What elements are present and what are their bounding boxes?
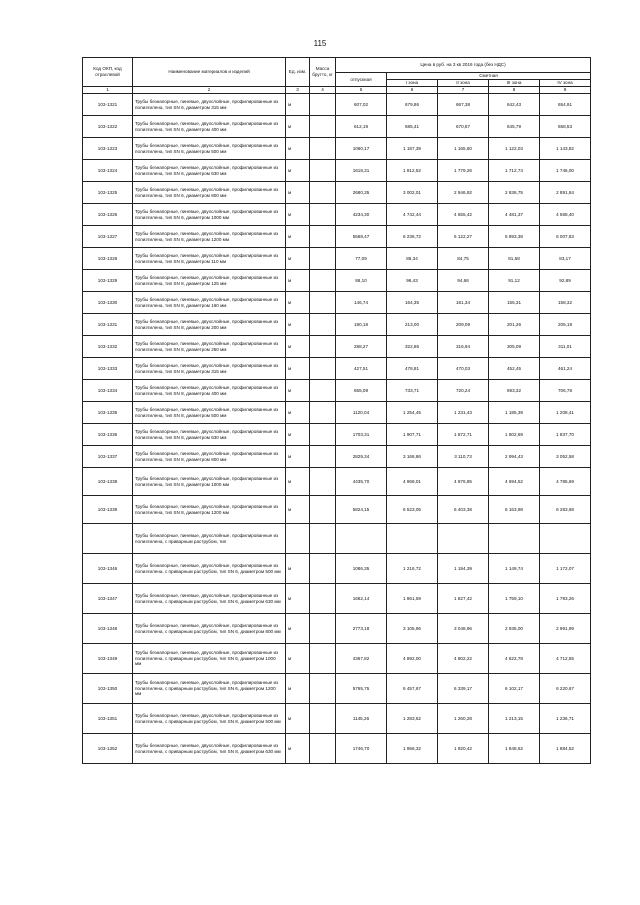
cell-zone-1-price: 3 168,86 <box>387 446 438 468</box>
cell-mass <box>310 704 336 734</box>
cell-code: 103-1336 <box>83 424 133 446</box>
cell-mass <box>310 614 336 644</box>
cell-release-price: 612,19 <box>336 116 387 138</box>
cell-unit: м <box>286 674 310 704</box>
table-row <box>83 182 591 204</box>
cell-release-price: 1703,31 <box>336 424 387 446</box>
cell-unit: м <box>286 446 310 468</box>
cell-zone-4-price: 1 746,00 <box>540 160 591 182</box>
cell-zone-2-price: 94,66 <box>438 270 489 292</box>
cell-mass <box>310 446 336 468</box>
cell-zone-1-price: 733,71 <box>387 380 438 402</box>
cell-name: Трубы безнапорные, пиневые, двухслойные, профилированные из полиэтилена, с приварным раструбом, тип <box>133 524 286 554</box>
cell-zone-3-price: 1 848,62 <box>489 734 540 764</box>
cell-unit: м <box>286 584 310 614</box>
cell-release-price: 2773,18 <box>336 614 387 644</box>
table-row <box>83 116 591 138</box>
cell-name: Трубы безнапорные, пиневые, двухслойные, профилированные из полиэтилена, тип SN 8, диаметром 250 мм <box>133 336 286 358</box>
cell-zone-2-price: 720,24 <box>438 380 489 402</box>
table-body <box>83 94 591 764</box>
cell-zone-4-price: 2 891,84 <box>540 182 591 204</box>
cell-unit: м <box>286 496 310 524</box>
cell-zone-4-price: 4 785,69 <box>540 468 591 496</box>
cell-zone-2-price: 316,94 <box>438 336 489 358</box>
table-row <box>83 336 591 358</box>
cell-code: 103-1330 <box>83 292 133 314</box>
price-table <box>82 57 591 764</box>
cell-zone-4-price: 2 991,99 <box>540 614 591 644</box>
cell-zone-3-price: 91,12 <box>489 270 540 292</box>
cell-name: Трубы безнапорные, пиневые, двухслойные, профилированные из полиэтилена, с приварным раструбом, тип SN 8, диаметром 630 мм <box>133 734 286 764</box>
cell-zone-3-price: 4 622,78 <box>489 644 540 674</box>
cell-zone-4-price: 706,78 <box>540 380 591 402</box>
cell-zone-3-price: 1 712,74 <box>489 160 540 182</box>
cell-zone-1-price: 1 812,52 <box>387 160 438 182</box>
cell-zone-4-price <box>540 524 591 554</box>
cell-mass <box>310 204 336 226</box>
cell-zone-3-price: 2 935,00 <box>489 614 540 644</box>
cell-mass <box>310 336 336 358</box>
cell-zone-1-price: 322,86 <box>387 336 438 358</box>
cell-unit: м <box>286 468 310 496</box>
cell-zone-3-price: 645,79 <box>489 116 540 138</box>
cell-zone-2-price <box>438 524 489 554</box>
cell-zone-4-price: 658,53 <box>540 116 591 138</box>
cell-zone-2-price: 209,09 <box>438 314 489 336</box>
table-row <box>83 446 591 468</box>
cell-unit: м <box>286 644 310 674</box>
cell-zone-3-price: 81,58 <box>489 248 540 270</box>
cell-zone-1-price: 3 105,96 <box>387 614 438 644</box>
cell-name: Трубы безнапорные, пиневые, двухслойные, профилированные из полиэтилена, тип SN 6, диаметром 630 мм <box>133 160 286 182</box>
cell-mass <box>310 402 336 424</box>
cell-code <box>83 524 133 554</box>
cell-code: 103-1335 <box>83 402 133 424</box>
cell-zone-3-price: 1 149,74 <box>489 554 540 584</box>
cell-unit: м <box>286 314 310 336</box>
cell-zone-3-price: 201,26 <box>489 314 540 336</box>
cell-zone-1-price: 6 236,72 <box>387 226 438 248</box>
header-zone-1: I зона <box>387 80 438 87</box>
column-number: 9 <box>540 87 591 94</box>
cell-code: 103-1323 <box>83 138 133 160</box>
cell-zone-3-price: 4 694,52 <box>489 468 540 496</box>
cell-zone-4-price: 1 172,07 <box>540 554 591 584</box>
cell-zone-2-price: 1 231,43 <box>438 402 489 424</box>
cell-zone-2-price: 1 165,60 <box>438 138 489 160</box>
cell-name: Трубы безнапорные, пиневые, двухслойные, профилированные из полиэтилена, тип SN 8, диаметром 1200 мм <box>133 496 286 524</box>
cell-name: Трубы безнапорные, пиневые, двухслойные, профилированные из полиэтилена, с приварным раструбом, тип SN 8, диаметром 500 мм <box>133 704 286 734</box>
cell-zone-3-price <box>489 524 540 554</box>
cell-unit: м <box>286 402 310 424</box>
cell-zone-1-price: 96,43 <box>387 270 438 292</box>
cell-zone-3-price: 5 893,38 <box>489 226 540 248</box>
header-code: Код ОКП, код отраслевой <box>83 58 133 87</box>
table-row <box>83 204 591 226</box>
cell-code: 103-1334 <box>83 380 133 402</box>
table-row <box>83 704 591 734</box>
table-row <box>83 160 591 182</box>
cell-zone-4-price: 1 208,41 <box>540 402 591 424</box>
cell-unit: м <box>286 248 310 270</box>
cell-mass <box>310 182 336 204</box>
cell-name: Трубы безнапорные, пиневые, двухслойные, профилированные из полиэтилена, тип SN 6, диаметром 315 мм <box>133 94 286 116</box>
cell-zone-1-price: 4 968,01 <box>387 468 438 496</box>
cell-release-price: 146,74 <box>336 292 387 314</box>
cell-zone-4-price: 1 793,26 <box>540 584 591 614</box>
cell-mass <box>310 644 336 674</box>
cell-unit: м <box>286 182 310 204</box>
cell-zone-2-price: 6 339,17 <box>438 674 489 704</box>
cell-zone-1-price: 1 861,59 <box>387 584 438 614</box>
cell-release-price: 1145,26 <box>336 704 387 734</box>
cell-name: Трубы безнапорные, пиневые, двухслойные, профилированные из полиэтилена, с приварным раструбом, тип SN 6, диаметром 500 мм <box>133 554 286 584</box>
cell-name: Трубы безнапорные, пиневые, двухслойные, профилированные из полиэтилена, тип SN 6, диаметром 400 мм <box>133 116 286 138</box>
cell-unit: м <box>286 734 310 764</box>
cell-mass <box>310 584 336 614</box>
header-zone-4: IV зона <box>540 80 591 87</box>
cell-unit: м <box>286 138 310 160</box>
cell-zone-1-price: 679,86 <box>387 94 438 116</box>
cell-release-price: 5568,47 <box>336 226 387 248</box>
cell-release-price: 1120,04 <box>336 402 387 424</box>
header-unit: Ед. изм. <box>286 58 310 87</box>
cell-zone-4-price: 654,91 <box>540 94 591 116</box>
cell-unit: м <box>286 336 310 358</box>
cell-code: 103-1337 <box>83 446 133 468</box>
cell-release-price: 2829,34 <box>336 446 387 468</box>
cell-zone-2-price: 4 876,85 <box>438 468 489 496</box>
cell-release-price: 4234,30 <box>336 204 387 226</box>
cell-code: 103-1326 <box>83 204 133 226</box>
cell-name: Трубы безнапорные, пиневые, двухслойные, профилированные из полиэтилена, тип SN 6, диаметром 500 мм <box>133 138 286 160</box>
table-row <box>83 358 591 380</box>
cell-zone-1-price: 3 002,01 <box>387 182 438 204</box>
cell-mass <box>310 468 336 496</box>
cell-zone-3-price: 2 994,43 <box>489 446 540 468</box>
header-name: Наименование материалов и изделий <box>133 58 286 87</box>
cell-zone-4-price: 1 837,70 <box>540 424 591 446</box>
cell-unit: м <box>286 704 310 734</box>
cell-zone-2-price: 6 122,27 <box>438 226 489 248</box>
cell-release-price: 77,09 <box>336 248 387 270</box>
table-row <box>83 644 591 674</box>
cell-zone-3-price: 1 185,39 <box>489 402 540 424</box>
page-number: 115 <box>313 39 327 48</box>
cell-zone-2-price: 161,34 <box>438 292 489 314</box>
cell-release-price: 1618,31 <box>336 160 387 182</box>
cell-zone-3-price: 6 102,17 <box>489 674 540 704</box>
cell-code: 103-1338 <box>83 468 133 496</box>
cell-mass <box>310 226 336 248</box>
table-row <box>83 524 591 554</box>
cell-code: 103-1347 <box>83 584 133 614</box>
cell-zone-4-price: 92,89 <box>540 270 591 292</box>
cell-name: Трубы безнапорные, пиневые, двухслойные, профилированные из полиэтилена, тип SN 6, диаметром 1000 мм <box>133 204 286 226</box>
cell-mass <box>310 270 336 292</box>
cell-unit: м <box>286 116 310 138</box>
cell-zone-4-price: 6 283,68 <box>540 496 591 524</box>
cell-zone-3-price: 693,32 <box>489 380 540 402</box>
cell-zone-1-price: 4 742,44 <box>387 204 438 226</box>
cell-release-price: 427,51 <box>336 358 387 380</box>
cell-zone-4-price: 4 712,55 <box>540 644 591 674</box>
cell-zone-1-price: 164,35 <box>387 292 438 314</box>
cell-release-price: 1662,14 <box>336 584 387 614</box>
cell-zone-2-price: 1 920,42 <box>438 734 489 764</box>
cell-code: 103-1339 <box>83 496 133 524</box>
cell-name: Трубы безнапорные, пиневые, двухслойные, профилированные из полиэтилена, тип SN 8, диаметром 200 мм <box>133 314 286 336</box>
cell-zone-2-price: 667,38 <box>438 94 489 116</box>
cell-code: 103-1350 <box>83 674 133 704</box>
table-row <box>83 226 591 248</box>
cell-zone-2-price: 4 655,42 <box>438 204 489 226</box>
header-price-title: Цена в руб. на 3 кв 2016 года (без НДС) <box>336 58 591 73</box>
column-number: 5 <box>336 87 387 94</box>
header-release: отпускная <box>336 73 387 87</box>
cell-zone-3-price: 1 802,69 <box>489 424 540 446</box>
cell-zone-1-price: 1 283,62 <box>387 704 438 734</box>
column-number: 6 <box>387 87 438 94</box>
cell-zone-3-price: 6 163,98 <box>489 496 540 524</box>
cell-zone-2-price: 1 260,28 <box>438 704 489 734</box>
cell-zone-2-price: 670,67 <box>438 116 489 138</box>
cell-zone-3-price: 155,31 <box>489 292 540 314</box>
cell-zone-2-price: 2 946,92 <box>438 182 489 204</box>
cell-mass <box>310 160 336 182</box>
cell-zone-1-price: 1 907,71 <box>387 424 438 446</box>
cell-mass <box>310 734 336 764</box>
cell-code: 103-1333 <box>83 358 133 380</box>
cell-code: 103-1322 <box>83 116 133 138</box>
cell-zone-1-price: 1 187,39 <box>387 138 438 160</box>
cell-release-price: 5765,75 <box>336 674 387 704</box>
cell-release-price: 1746,70 <box>336 734 387 764</box>
cell-release-price: 4367,82 <box>336 644 387 674</box>
cell-zone-4-price: 461,24 <box>540 358 591 380</box>
cell-zone-3-price: 1 122,03 <box>489 138 540 160</box>
table-row <box>83 584 591 614</box>
column-number: 7 <box>438 87 489 94</box>
cell-zone-4-price: 4 568,40 <box>540 204 591 226</box>
cell-name: Трубы безнапорные, пиневые, двухслойные, профилированные из полиэтилена, с приварным раструбом, тип SN 6, диаметром 800 мм <box>133 614 286 644</box>
cell-zone-2-price: 470,03 <box>438 358 489 380</box>
cell-zone-3-price: 305,09 <box>489 336 540 358</box>
cell-unit: м <box>286 358 310 380</box>
cell-zone-4-price: 3 052,58 <box>540 446 591 468</box>
cell-zone-1-price: 213,00 <box>387 314 438 336</box>
cell-zone-3-price: 4 481,37 <box>489 204 540 226</box>
cell-zone-4-price: 311,01 <box>540 336 591 358</box>
table-row <box>83 496 591 524</box>
cell-unit: м <box>286 380 310 402</box>
cell-zone-3-price: 1 213,15 <box>489 704 540 734</box>
cell-name: Трубы безнапорные, пиневые, двухслойные, профилированные из полиэтилена, тип SN 8, диаметром 160 мм <box>133 292 286 314</box>
cell-mass <box>310 116 336 138</box>
cell-name: Трубы безнапорные, пиневые, двухслойные, профилированные из полиэтилена, тип SN 8, диаметром 125 мм <box>133 270 286 292</box>
cell-code: 103-1324 <box>83 160 133 182</box>
cell-zone-1-price: 6 457,67 <box>387 674 438 704</box>
cell-code: 103-1328 <box>83 248 133 270</box>
cell-mass <box>310 358 336 380</box>
cell-unit: м <box>286 160 310 182</box>
table-row <box>83 402 591 424</box>
cell-zone-4-price: 1 884,52 <box>540 734 591 764</box>
table-row <box>83 314 591 336</box>
cell-name: Трубы безнапорные, пиневые, двухслойные, профилированные из полиэтилена, тип SN 8, диаметром 630 мм <box>133 424 286 446</box>
table-row <box>83 614 591 644</box>
table-row <box>83 734 591 764</box>
table-row <box>83 248 591 270</box>
cell-zone-3-price: 452,45 <box>489 358 540 380</box>
header-estimate: Сметная <box>387 73 591 80</box>
cell-zone-4-price: 83,17 <box>540 248 591 270</box>
cell-name: Трубы безнапорные, пиневые, двухслойные, профилированные из полиэтилена, тип SN 8, диаметром 400 мм <box>133 380 286 402</box>
cell-release-price: 86,10 <box>336 270 387 292</box>
cell-unit: м <box>286 292 310 314</box>
column-number: 3 <box>286 87 310 94</box>
cell-zone-4-price: 1 236,71 <box>540 704 591 734</box>
table-row <box>83 468 591 496</box>
column-number: 4 <box>310 87 336 94</box>
cell-zone-2-price: 84,75 <box>438 248 489 270</box>
cell-unit: м <box>286 204 310 226</box>
cell-release-price: 2680,35 <box>336 182 387 204</box>
cell-zone-2-price: 3 048,96 <box>438 614 489 644</box>
cell-zone-1-price: 1 956,32 <box>387 734 438 764</box>
cell-zone-3-price: 1 759,10 <box>489 584 540 614</box>
cell-release-price: 5824,15 <box>336 496 387 524</box>
cell-zone-4-price: 6 007,83 <box>540 226 591 248</box>
cell-name: Трубы безнапорные, пиневые, двухслойные, профилированные из полиэтилена, тип SN 6, диаметром 800 мм <box>133 182 286 204</box>
cell-release-price: 1086,35 <box>336 554 387 584</box>
cell-name: Трубы безнапорные, пиневые, двухслойные, профилированные из полиэтилена, тип SN 8, диаметром 800 мм <box>133 446 286 468</box>
cell-mass <box>310 248 336 270</box>
header-mass: Масса брутто, кг <box>310 58 336 87</box>
cell-mass <box>310 554 336 584</box>
cell-release-price: 288,27 <box>336 336 387 358</box>
cell-release-price: 655,09 <box>336 380 387 402</box>
cell-code: 103-1349 <box>83 644 133 674</box>
cell-zone-2-price: 1 872,71 <box>438 424 489 446</box>
cell-code: 103-1331 <box>83 314 133 336</box>
cell-code: 103-1327 <box>83 226 133 248</box>
cell-mass <box>310 94 336 116</box>
cell-code: 103-1332 <box>83 336 133 358</box>
cell-mass <box>310 138 336 160</box>
table-row <box>83 292 591 314</box>
cell-name: Трубы безнапорные, пиневые, двухслойные, профилированные из полиэтилена, с приварным раструбом, тип SN 6, диаметром 630 мм <box>133 584 286 614</box>
header-zone-3: III зона <box>489 80 540 87</box>
table-row <box>83 138 591 160</box>
cell-zone-1-price: 6 523,05 <box>387 496 438 524</box>
cell-zone-1-price: 478,81 <box>387 358 438 380</box>
cell-release-price: 4435,70 <box>336 468 387 496</box>
cell-release-price: 190,18 <box>336 314 387 336</box>
cell-unit: м <box>286 270 310 292</box>
column-number: 1 <box>83 87 133 94</box>
cell-name: Трубы безнапорные, пиневые, двухслойные, профилированные из полиэтилена, с приварным раструбом, тип SN 6, диаметром 1200 мм <box>133 674 286 704</box>
cell-code: 103-1321 <box>83 94 133 116</box>
column-number: 8 <box>489 87 540 94</box>
cell-code: 103-1352 <box>83 734 133 764</box>
table-row <box>83 674 591 704</box>
cell-zone-1-price: 86,34 <box>387 248 438 270</box>
header-zone-2: II зона <box>438 80 489 87</box>
cell-mass <box>310 380 336 402</box>
cell-zone-2-price: 6 403,38 <box>438 496 489 524</box>
cell-mass <box>310 674 336 704</box>
cell-release-price: 1060,17 <box>336 138 387 160</box>
cell-code: 103-1329 <box>83 270 133 292</box>
cell-zone-1-price: 4 892,00 <box>387 644 438 674</box>
cell-zone-3-price: 2 836,75 <box>489 182 540 204</box>
cell-zone-4-price: 205,19 <box>540 314 591 336</box>
cell-unit: м <box>286 226 310 248</box>
table-row <box>83 380 591 402</box>
cell-name: Трубы безнапорные, пиневые, двухслойные, профилированные из полиэтилена, с приварным раструбом, тип SN 6, диаметром 1000 мм <box>133 644 286 674</box>
cell-unit: м <box>286 554 310 584</box>
cell-zone-2-price: 1 194,39 <box>438 554 489 584</box>
cell-code: 103-1348 <box>83 614 133 644</box>
cell-zone-2-price: 3 110,73 <box>438 446 489 468</box>
cell-release-price: 607,02 <box>336 94 387 116</box>
cell-mass <box>310 496 336 524</box>
cell-name: Трубы безнапорные, пиневые, двухслойные, профилированные из полиэтилена, тип SN 8, диаметром 315 мм <box>133 358 286 380</box>
cell-unit <box>286 524 310 554</box>
cell-zone-2-price: 1 779,26 <box>438 160 489 182</box>
cell-unit: м <box>286 614 310 644</box>
cell-zone-2-price: 1 827,42 <box>438 584 489 614</box>
cell-mass <box>310 524 336 554</box>
cell-name: Трубы безнапорные, пиневые, двухслойные, профилированные из полиэтилена, тип SN 8, диаметром 110 мм <box>133 248 286 270</box>
cell-code: 103-1325 <box>83 182 133 204</box>
cell-zone-3-price: 642,43 <box>489 94 540 116</box>
cell-zone-1-price <box>387 524 438 554</box>
cell-zone-1-price: 1 254,45 <box>387 402 438 424</box>
cell-code: 103-1346 <box>83 554 133 584</box>
cell-zone-2-price: 4 802,22 <box>438 644 489 674</box>
cell-unit: м <box>286 424 310 446</box>
cell-mass <box>310 314 336 336</box>
table-row <box>83 94 591 116</box>
table-row <box>83 270 591 292</box>
cell-name: Трубы безнапорные, пиневые, двухслойные, профилированные из полиэтилена, тип SN 8, диаметром 500 мм <box>133 402 286 424</box>
cell-mass <box>310 424 336 446</box>
column-number: 2 <box>133 87 286 94</box>
cell-mass <box>310 292 336 314</box>
cell-name: Трубы безнапорные, пиневые, двухслойные, профилированные из полиэтилена, тип SN 8, диаметром 1000 мм <box>133 468 286 496</box>
table-row <box>83 424 591 446</box>
cell-zone-4-price: 158,32 <box>540 292 591 314</box>
cell-name: Трубы безнапорные, пиневые, двухслойные, профилированные из полиэтилена, тип SN 6, диаметром 1200 мм <box>133 226 286 248</box>
cell-zone-1-price: 1 216,72 <box>387 554 438 584</box>
cell-code: 103-1351 <box>83 704 133 734</box>
cell-zone-1-price: 685,41 <box>387 116 438 138</box>
cell-zone-4-price: 6 220,67 <box>540 674 591 704</box>
cell-zone-4-price: 1 143,82 <box>540 138 591 160</box>
cell-release-price <box>336 524 387 554</box>
cell-unit: м <box>286 94 310 116</box>
table-row <box>83 554 591 584</box>
